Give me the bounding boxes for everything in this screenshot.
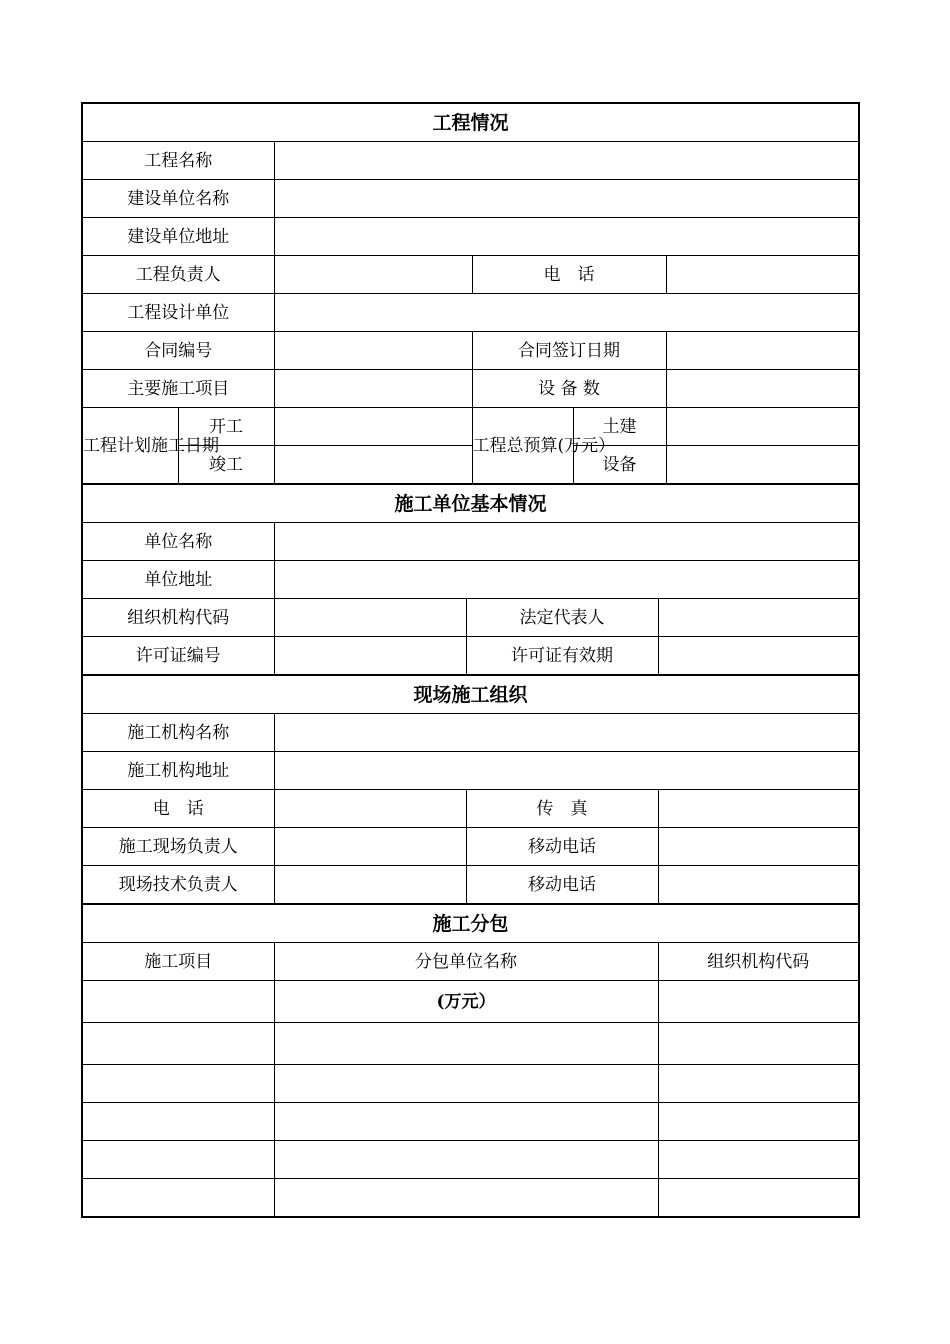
subcontract-cell[interactable] [274,1179,658,1218]
section-title-project: 工程情况 [82,103,859,142]
label-designer: 工程设计单位 [82,294,274,332]
label-unit-address: 单位地址 [82,561,274,599]
label-project-manager: 工程负责人 [82,256,274,294]
field-civil[interactable] [666,408,859,446]
unit-note: (万元） [274,981,658,1023]
col-header-org-code: 组织机构代码 [658,943,859,981]
subcontract-cell[interactable] [274,1065,658,1103]
field-project-manager[interactable] [274,256,472,294]
label-tech-manager: 现场技术负责人 [82,866,274,905]
label-contract-no: 合同编号 [82,332,274,370]
section-title-contractor: 施工单位基本情况 [82,484,859,523]
label-mobile-1: 移动电话 [466,828,658,866]
field-builder-name[interactable] [274,180,859,218]
label-main-items: 主要施工项目 [82,370,274,408]
subcontract-cell[interactable] [658,1103,859,1141]
subcontract-cell[interactable] [82,1065,274,1103]
subcontract-cell[interactable] [274,1023,658,1065]
field-builder-address[interactable] [274,218,859,256]
project-registration-form [81,102,860,1218]
field-main-items[interactable] [274,370,472,408]
col-header-item: 施工项目 [82,943,274,981]
field-designer[interactable] [274,294,859,332]
label-license-no: 许可证编号 [82,637,274,676]
field-mobile-1[interactable] [658,828,859,866]
field-contract-no[interactable] [274,332,472,370]
label-plan-date: 工程计划施工日期 [82,408,178,485]
field-tech-manager[interactable] [274,866,466,905]
table-row [82,1103,859,1141]
label-mobile-2: 移动电话 [466,866,658,905]
label-org-code: 组织机构代码 [82,599,274,637]
subcontract-cell[interactable] [274,1103,658,1141]
field-phone[interactable] [666,256,859,294]
label-site-phone: 电 话 [82,790,274,828]
label-org-name: 施工机构名称 [82,714,274,752]
label-org-address: 施工机构地址 [82,752,274,790]
field-equipment-count[interactable] [666,370,859,408]
label-equipment: 设备 [573,446,666,485]
label-phone: 电 话 [472,256,666,294]
label-equipment-count: 设 备 数 [472,370,666,408]
subcontract-cell[interactable] [658,1179,859,1218]
label-civil: 土建 [573,408,666,446]
label-site-manager: 施工现场负责人 [82,828,274,866]
field-finish[interactable] [274,446,472,485]
field-fax[interactable] [658,790,859,828]
field-mobile-2[interactable] [658,866,859,905]
table-row [82,1065,859,1103]
field-org-code[interactable] [274,599,466,637]
table-row [82,1179,859,1218]
subcontract-cell[interactable] [82,1023,274,1065]
field-unit-name[interactable] [274,523,859,561]
field-contract-date[interactable] [666,332,859,370]
subcontract-cell[interactable] [82,1141,274,1179]
field-project-name[interactable] [274,142,859,180]
field-license-valid[interactable] [658,637,859,676]
field-equipment[interactable] [666,446,859,485]
subcontract-cell[interactable] [658,1065,859,1103]
label-project-name: 工程名称 [82,142,274,180]
subcontract-cell[interactable] [82,1179,274,1218]
field-legal-rep[interactable] [658,599,859,637]
field-org-name[interactable] [274,714,859,752]
label-budget: 工程总预算(万元） [472,408,573,485]
field-start[interactable] [274,408,472,446]
label-contract-date: 合同签订日期 [472,332,666,370]
section-title-site: 现场施工组织 [82,675,859,714]
label-builder-address: 建设单位地址 [82,218,274,256]
field-org-address[interactable] [274,752,859,790]
subcontract-cell[interactable] [658,1141,859,1179]
field-unit-address[interactable] [274,561,859,599]
field-site-phone[interactable] [274,790,466,828]
label-unit-name: 单位名称 [82,523,274,561]
table-row [82,1141,859,1179]
label-builder-name: 建设单位名称 [82,180,274,218]
subcontract-cell[interactable] [658,1023,859,1065]
field-license-no[interactable] [274,637,466,676]
subcontract-cell[interactable] [82,981,274,1023]
table-row [82,1023,859,1065]
label-legal-rep: 法定代表人 [466,599,658,637]
subcontract-cell[interactable] [658,981,859,1023]
label-license-valid: 许可证有效期 [466,637,658,676]
section-title-subcontract: 施工分包 [82,904,859,943]
field-site-manager[interactable] [274,828,466,866]
col-header-sub-name: 分包单位名称 [274,943,658,981]
label-start: 开工 [178,408,274,446]
subcontract-cell[interactable] [82,1103,274,1141]
label-fax: 传 真 [466,790,658,828]
subcontract-cell[interactable] [274,1141,658,1179]
label-finish: 竣工 [178,446,274,485]
